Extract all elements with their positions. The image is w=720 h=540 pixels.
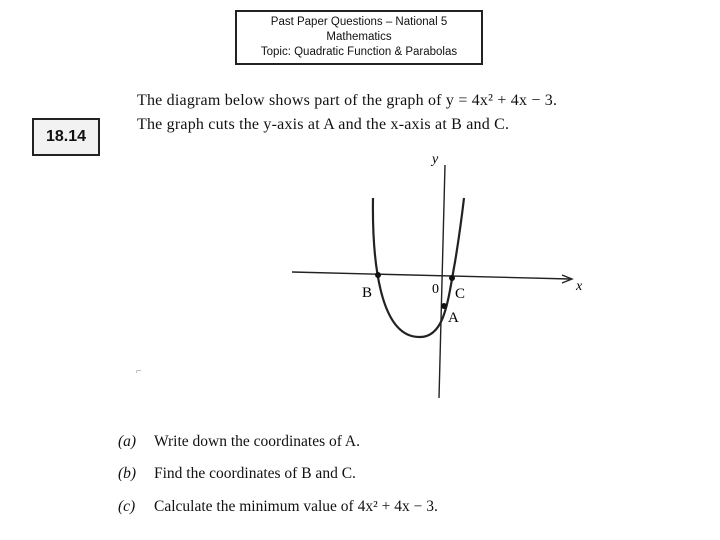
point-c: [449, 275, 455, 281]
header-line-3: Topic: Quadratic Function & Parabolas: [260, 46, 458, 58]
part-a-text: Write down the coordinates of A.: [154, 433, 360, 450]
y-axis-label: y: [432, 152, 439, 167]
header-line-2: Mathematics: [326, 31, 392, 43]
question-stem-line-1: The diagram below shows part of the graph of y = 4x² + 4x − 3.: [137, 92, 558, 109]
scan-mark: ⌐: [136, 366, 142, 377]
x-axis-label: x: [576, 279, 583, 294]
point-a-label: A: [448, 310, 459, 326]
point-a: [441, 303, 447, 309]
point-b: [375, 272, 381, 278]
point-c-label: C: [455, 286, 466, 302]
part-a: [118, 433, 360, 451]
part-b: [118, 465, 356, 483]
part-b-text: Find the coordinates of B and C.: [154, 465, 356, 482]
question-number: 18.14: [32, 118, 100, 156]
x-axis: [292, 272, 570, 279]
origin-label: 0: [432, 282, 439, 297]
part-c-text: Calculate the minimum value of 4x² + 4x − 3.: [154, 498, 438, 515]
point-b-label: B: [362, 285, 373, 301]
question-stem-line-2: The graph cuts the y-axis at A and the x-axis at B and C.: [137, 116, 510, 133]
part-b-label: (b): [118, 465, 137, 482]
part-c: [118, 498, 438, 516]
part-c-label: (c): [118, 498, 136, 515]
part-a-label: (a): [118, 433, 137, 450]
header-line-1: Past Paper Questions – National 5: [270, 16, 448, 28]
y-axis: [439, 165, 445, 398]
